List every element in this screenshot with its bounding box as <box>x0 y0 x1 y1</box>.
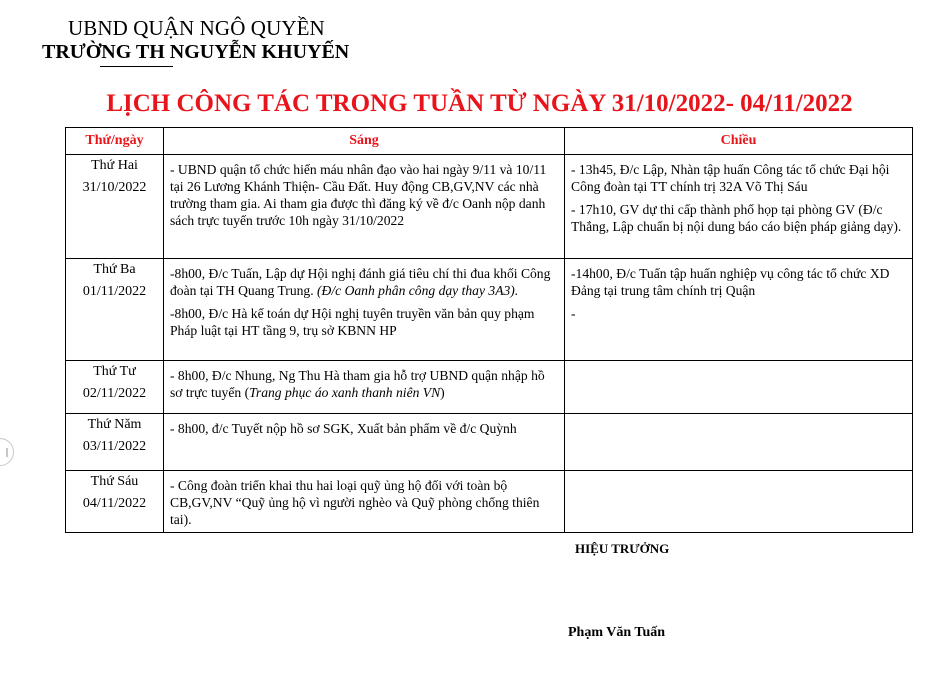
afternoon-cell <box>565 414 913 471</box>
day-name: Thứ Sáu <box>90 474 139 489</box>
task-text: - 17h10, GV dự thi cấp thành phố họp tại phòng GV (Đ/c Thắng, Lập chuẩn bị nội dung báo cáo biện pháp giảng dạy). <box>571 202 902 234</box>
signature-name: Phạm Văn Tuấn <box>568 625 666 640</box>
day-cell <box>66 414 164 471</box>
task-entry <box>170 420 560 437</box>
morning-cell <box>164 361 565 414</box>
day-name: Thứ Tư <box>93 364 136 379</box>
table-row <box>66 155 913 259</box>
day-cell <box>66 259 164 361</box>
task-text: -8h00, Đ/c Hà kế toán dự Hội nghị tuyên truyền văn bản quy phạm Pháp luật tại HT tầng 9, trụ sở KBNN HP <box>170 306 535 338</box>
task-text: -14h00, Đ/c Tuấn tập huấn nghiệp vụ công tác tổ chức XD Đảng tại trung tâm chính trị Quận <box>571 266 890 298</box>
afternoon-cell <box>565 259 913 361</box>
task-text: - 8h00, Đ/c Nhung, Ng Thu Hà tham gia hỗ trợ UBND quận nhập hồ sơ trực tuyến ( <box>170 368 545 400</box>
day-cell <box>66 471 164 533</box>
day-date: 31/10/2022 <box>82 180 147 195</box>
task-text: - UBND quận tổ chức hiến máu nhân đạo vào hai ngày 9/11 và 10/11 tại 26 Lương Khánh Thiện- Cầu Đất. Huy động CB,GV,NV các nhà trường tham gia. Ai tham gia được thì đăng ký về đ/c Oanh nộp danh sách trực tuyến trước 10h ngày 31/10/2022 <box>170 162 547 228</box>
afternoon-cell <box>565 471 913 533</box>
task-text: - 8h00, đ/c Tuyết nộp hồ sơ SGK, Xuất bản phẩm về đ/c Quỳnh <box>170 421 517 436</box>
column-header-day: Thứ/ngày <box>66 128 164 155</box>
table-header-row <box>66 128 913 155</box>
day-date: 01/11/2022 <box>82 284 147 299</box>
column-header-afternoon: Chiều <box>565 128 913 155</box>
scroll-handle-icon[interactable] <box>0 438 14 466</box>
schedule-table <box>65 127 913 533</box>
header-underline <box>100 66 173 67</box>
morning-cell <box>164 471 565 533</box>
morning-cell <box>164 259 565 361</box>
morning-cell <box>164 155 565 259</box>
task-text: - Công đoàn triển khai thu hai loại quỹ ủng hộ đối với toàn bộ CB,GV,NV “Quỹ ủng hộ vì người nghèo và Quỹ phòng chống thiên tai). <box>170 478 540 527</box>
school-name: TRƯỜNG TH NGUYỄN KHUYẾN <box>42 41 350 63</box>
day-cell <box>66 155 164 259</box>
table-row <box>66 471 913 533</box>
task-entry <box>170 477 560 528</box>
task-entry <box>170 265 560 299</box>
task-note: Trang phục áo xanh thanh niên VN <box>249 385 441 400</box>
table-row <box>66 361 913 414</box>
task-text: - <box>571 306 576 321</box>
task-text: -8h00, Đ/c Tuấn, Lập dự Hội nghị đánh giá tiêu chí thi đua khối Công đoàn tại TH Quang Trung. <box>170 266 551 298</box>
afternoon-cell <box>565 155 913 259</box>
task-text: - 13h45, Đ/c Lập, Nhàn tập huấn Công tác tổ chức Đại hội Công đoàn tại TT chính trị 32A Võ Thị Sáu <box>571 162 890 194</box>
task-entry <box>571 161 908 195</box>
morning-cell <box>164 414 565 471</box>
task-entry <box>571 265 908 299</box>
signature-title: HIỆU TRƯỞNG <box>575 541 670 556</box>
org-name: UBND QUẬN NGÔ QUYỀN <box>68 16 325 40</box>
task-entry <box>170 367 560 401</box>
task-note: (Đ/c Oanh phân công dạy thay 3A3). <box>317 283 519 298</box>
day-cell <box>66 361 164 414</box>
day-name: Thứ Ba <box>93 262 136 277</box>
afternoon-cell <box>565 361 913 414</box>
task-tail: ) <box>440 385 445 400</box>
task-entry <box>571 305 908 322</box>
task-entry <box>170 161 560 229</box>
day-name: Thứ Hai <box>91 158 138 173</box>
day-date: 04/11/2022 <box>82 496 147 511</box>
table-row <box>66 414 913 471</box>
day-date: 02/11/2022 <box>82 386 147 401</box>
page-title: LỊCH CÔNG TÁC TRONG TUẦN TỪ NGÀY 31/10/2022- 04/11/2022 <box>106 90 853 117</box>
task-entry <box>571 201 908 235</box>
table-row <box>66 259 913 361</box>
task-entry <box>170 305 560 339</box>
day-name: Thứ Năm <box>87 417 142 432</box>
column-header-morning: Sáng <box>164 128 565 155</box>
day-date: 03/11/2022 <box>82 439 147 454</box>
